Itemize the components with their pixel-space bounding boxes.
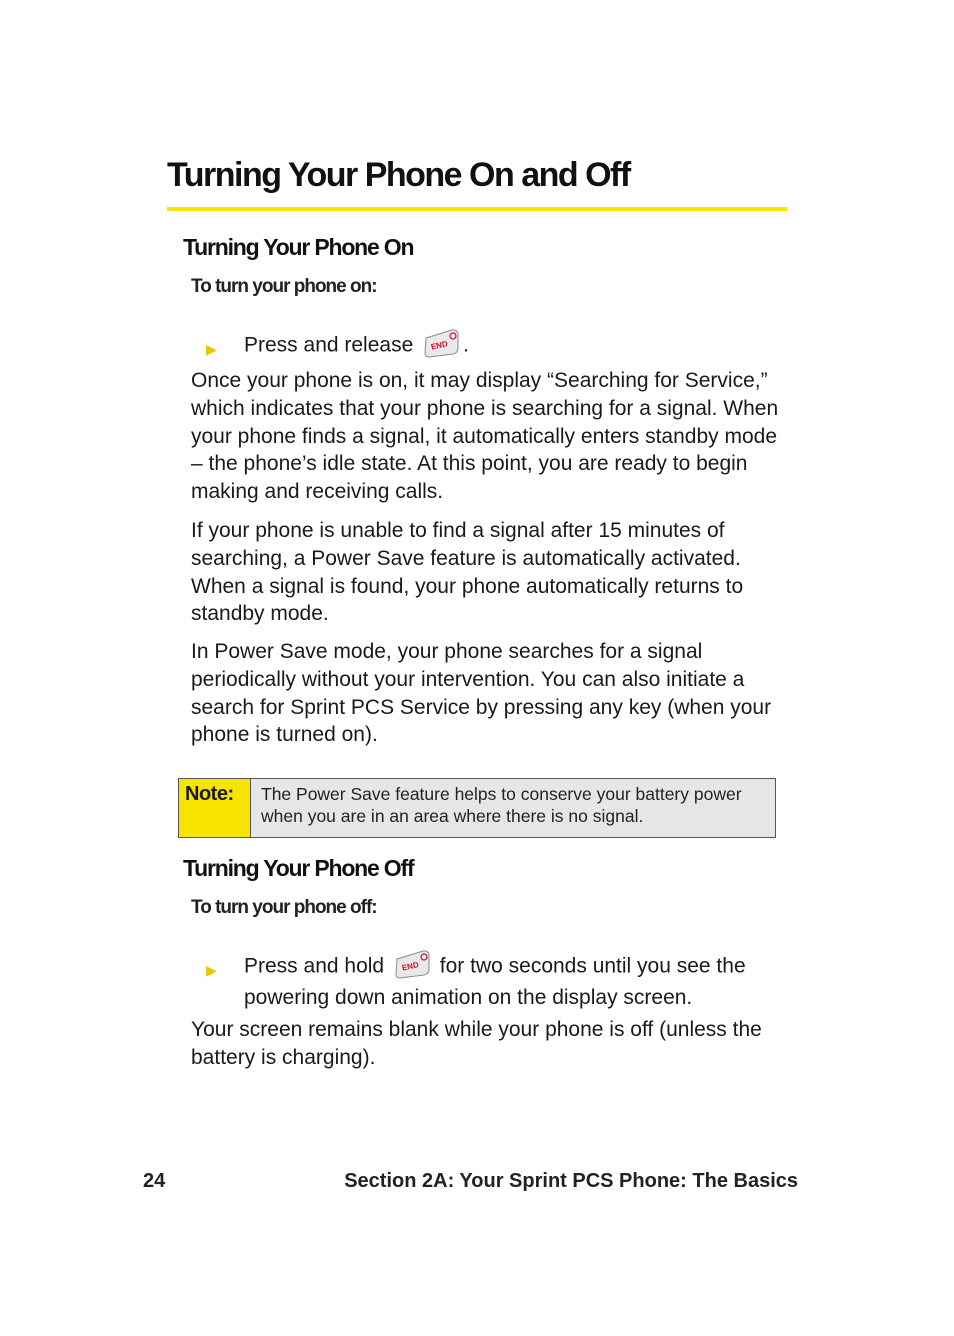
section-heading-on: Turning Your Phone On	[183, 234, 414, 260]
note-box	[178, 778, 776, 838]
bullet-text-after: .	[463, 333, 469, 357]
procedure-heading-on: To turn your phone on:	[191, 276, 377, 297]
bullet-text-after: for two seconds until you see the powering down animation on the display screen.	[244, 954, 746, 1009]
end-key-icon	[394, 947, 430, 979]
page-title: Turning Your Phone On and Off	[167, 156, 630, 194]
note-text: The Power Save feature helps to conserve your battery power when you are in an area where there is no signal.	[261, 784, 742, 826]
paragraph-power-save-mode: In Power Save mode, your phone searches for a signal periodically without your intervention. You can also initiate a search for Sprint PCS Service by pressing any key (when your phone is turned on).	[191, 640, 772, 747]
paragraph-screen-blank: Your screen remains blank while your phone is off (unless the battery is charging).	[191, 1018, 762, 1069]
procedure-heading-off: To turn your phone off:	[191, 897, 377, 918]
bullet-text-before: Press and release	[244, 333, 414, 357]
section-footer: Section 2A: Your Sprint PCS Phone: The Basics	[344, 1170, 798, 1192]
paragraph-searching: Once your phone is on, it may display “Searching for Service,” which indicates that your phone is searching for a signal. When your phone finds a signal, it automatically enters standby mode – the phone’s idle state. At this point, you are ready to begin making and receiving calls.	[191, 369, 779, 504]
section-heading-off: Turning Your Phone Off	[183, 855, 414, 881]
bullet-text-before: Press and hold	[244, 954, 385, 978]
end-key-label: END	[430, 339, 449, 352]
page-number: 24	[143, 1170, 166, 1192]
end-key-icon	[423, 326, 459, 358]
paragraph-power-save: If your phone is unable to find a signal after 15 minutes of searching, a Power Save feature is automatically activated. When a signal is found, your phone automatically returns to standby mode.	[191, 519, 744, 626]
title-underline	[167, 207, 787, 211]
end-key-label: END	[401, 960, 420, 973]
triangle-bullet-icon: ▶	[206, 962, 217, 978]
note-label: Note:	[179, 779, 251, 837]
triangle-bullet-icon: ▶	[206, 341, 217, 357]
